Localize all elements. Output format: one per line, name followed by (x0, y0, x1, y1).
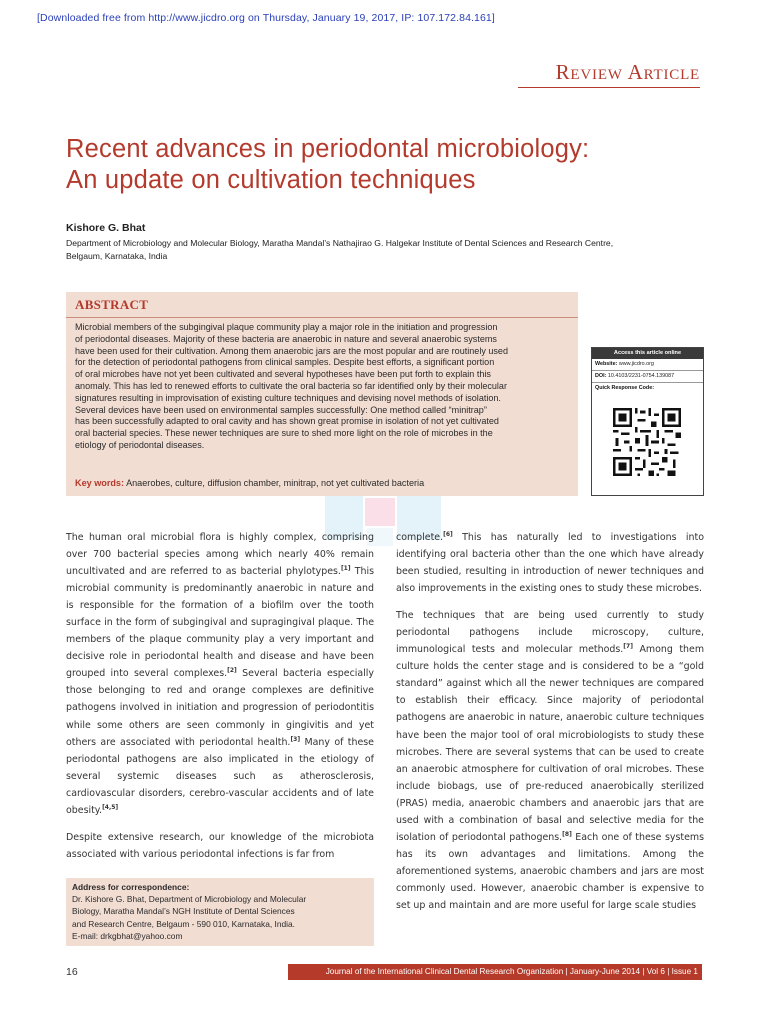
citation-ref[interactable]: [1] (340, 565, 351, 573)
abstract-line: anomaly. This has led to renewed efforts to cultivate the oral bacteria so far identified only by their molecular (75, 380, 507, 391)
text-run: Many of these periodontal pathogens are also implicated in the etiology of several systemic diseases such as atherosclerosis, cardiovascular disorders, cerebro-vascular accidents and of late obesity. (66, 736, 374, 816)
text-run: This has naturally led to investigations into identifying oral bacteria other than the one which have already been studied, resulting in introduction of newer techniques and also improvements in the existing ones to study these microbes. (396, 532, 704, 595)
access-article-box (591, 347, 704, 496)
abstract-line: have been used for their cultivation. Among them anaerobic jars are the most popular and are routinely used (75, 345, 509, 356)
correspondence-line: Dr. Kishore G. Bhat, Department of Microbiology and Molecular (72, 894, 307, 905)
abstract-line: for the detection of periodontal pathogens from clinical samples. Despite best efforts, a significant portion (75, 357, 495, 368)
citation-ref[interactable]: [6] (443, 531, 453, 538)
section-rule (518, 87, 700, 88)
affiliation-line-2: Belgaum, Karnataka, India (66, 251, 168, 261)
abstract-line: oral bacterial species. These newer techniques are sure to shed more light on the role of microbes in the (75, 428, 493, 439)
citation-ref[interactable]: [7] (623, 643, 633, 651)
keywords (75, 478, 569, 488)
doi-label: DOI: (595, 373, 607, 379)
download-banner[interactable]: [Downloaded free from http://www.jicdro.org on Thursday, January 19, 2017, IP: 107.172.84.161] (37, 12, 495, 24)
citation-ref[interactable]: [8] (562, 830, 572, 838)
title-line-1: Recent advances in periodontal microbiology: (66, 135, 590, 163)
abstract-line: has been successfully adapted to oral cavity and has shown great promise in isolation of not yet cultivated (75, 416, 499, 427)
abstract-box (66, 292, 578, 496)
access-heading: Access this article online (592, 348, 703, 359)
website-row (592, 359, 703, 371)
keywords-text: Anaerobes, culture, diffusion chamber, minitrap, not yet cultivated bacteria (126, 478, 425, 488)
abstract-line: Microbial members of the subgingival plaque community play a major role in the initiation and progression (75, 322, 498, 332)
text-run: The techniques that are being used currently to study periodontal pathogens include microscopy, culture, immunological tests and molecular methods. (396, 610, 704, 656)
correspondence-line: Biology, Maratha Mandal’s NGH Institute of Dental Sciences (72, 906, 295, 917)
text-run: This microbial community is predominantly anaerobic in nature and is responsible for the formation of a biofilm over the tooth surface in the form of subgingival and supragingival plaque. The members of the plaque community play a very important and decisive role in periodontal health and disease and have been grouped into several complexes. (66, 566, 374, 680)
qr-code-icon[interactable] (613, 408, 681, 476)
website-label: Website: (595, 361, 618, 367)
text-run: complete. (396, 532, 444, 543)
correspondence-box (66, 878, 374, 946)
correspondence-title: Address for correspondence: (72, 882, 190, 892)
author-affiliation (66, 237, 686, 263)
abstract-line: Several devices have been used on environmental samples successfully: One method called “minitrap” (75, 404, 487, 415)
text-run: Each one of these systems has its own advantages and limitations. Among the aforementioned systems, anaerobic chambers and jars are most commonly used. However, anaerobic chamber is expensive to set up and maintain and are more useful for large scale studies (396, 831, 704, 911)
website-link[interactable]: www.jicdro.org (618, 361, 654, 367)
citation-ref[interactable]: [4,5] (102, 803, 119, 811)
abstract-line: of oral microbes have not yet been cultivated and several hypotheses have been put forth to explain this (75, 369, 491, 380)
abstract-heading: ABSTRACT (75, 297, 149, 312)
title-line-2: An update on cultivation techniques (66, 166, 476, 194)
body-column-right (396, 529, 704, 924)
doi-row (592, 371, 703, 383)
author-name: Kishore G. Bhat (66, 222, 146, 234)
section-label: Review Article (555, 60, 700, 84)
text-run: The human oral microbial flora is highly complex, comprising over 700 bacterial species among which nearly 40% remain uncultivated and are referred to as bacterial phylotypes. (66, 532, 374, 578)
keywords-label: Key words: (75, 478, 125, 488)
doi-link[interactable]: 10.4103/2231-0754.139087 (607, 373, 675, 379)
correspondence-email[interactable]: E-mail: drkgbhat@yahoo.com (72, 930, 183, 941)
article-title (66, 134, 706, 196)
correspondence-line: and Research Centre, Belgaum - 590 010, Karnataka, India. (72, 918, 296, 929)
affiliation-line-1: Department of Microbiology and Molecular Biology, Maratha Mandal’s Nathajirao G. Halgekar Institute of Dental Sciences and Research Centre, (66, 238, 614, 248)
journal-footer: Journal of the International Clinical Dental Research Organization | January-June 2014 | Vol 6 | Issue 1 (288, 964, 702, 980)
body-paragraph (66, 529, 374, 819)
citation-ref[interactable]: [3] (290, 735, 301, 743)
text-run: Several bacteria especially those belonging to red and orange complexes are definitive pathogens involved in initiation and progression of periodontitis while some others are seen commonly in gingivitis and yet others are associated with periodontal health. (66, 668, 374, 748)
abstract-divider (66, 317, 578, 318)
body-column-left (66, 529, 374, 873)
body-paragraph (396, 529, 704, 597)
page-number: 16 (66, 966, 78, 978)
text-run: Among them culture holds the center stage and is considered to be a “gold standard” against which all the newer techniques are compared to establish their efficacy. Since majority of periodontal pathogens are anaerobic in nature, anaerobic culture techniques have been the major tool of oral microbiologists to study these microbes. There are several systems that can be used to create an anaerobic atmosphere for cultivation of oral microbes. These include biobags, use of pre-reduced anaerobically sterilized (PRAS) media, anaerobic chambers and anaerobic jars that are used with a combination of basal and selective media for the isolation of periodontal pathogens. (396, 644, 705, 843)
qr-label: Quick Response Code: (595, 385, 655, 391)
abstract-line: etiology of periodontal diseases. (75, 439, 205, 450)
abstract-text (75, 322, 569, 452)
body-paragraph: Despite extensive research, our knowledge of the microbiota associated with various periodontal infections is far from (66, 831, 374, 860)
citation-ref[interactable]: [2] (227, 667, 237, 675)
body-paragraph (396, 607, 704, 914)
abstract-line: of periodontal diseases. Majority of these bacteria are anaerobic in nature and several anaerobic systems (75, 333, 497, 344)
abstract-line: signatures resulting in improvisation of existing culture techniques and devising novel methods of isolation. (75, 392, 501, 403)
